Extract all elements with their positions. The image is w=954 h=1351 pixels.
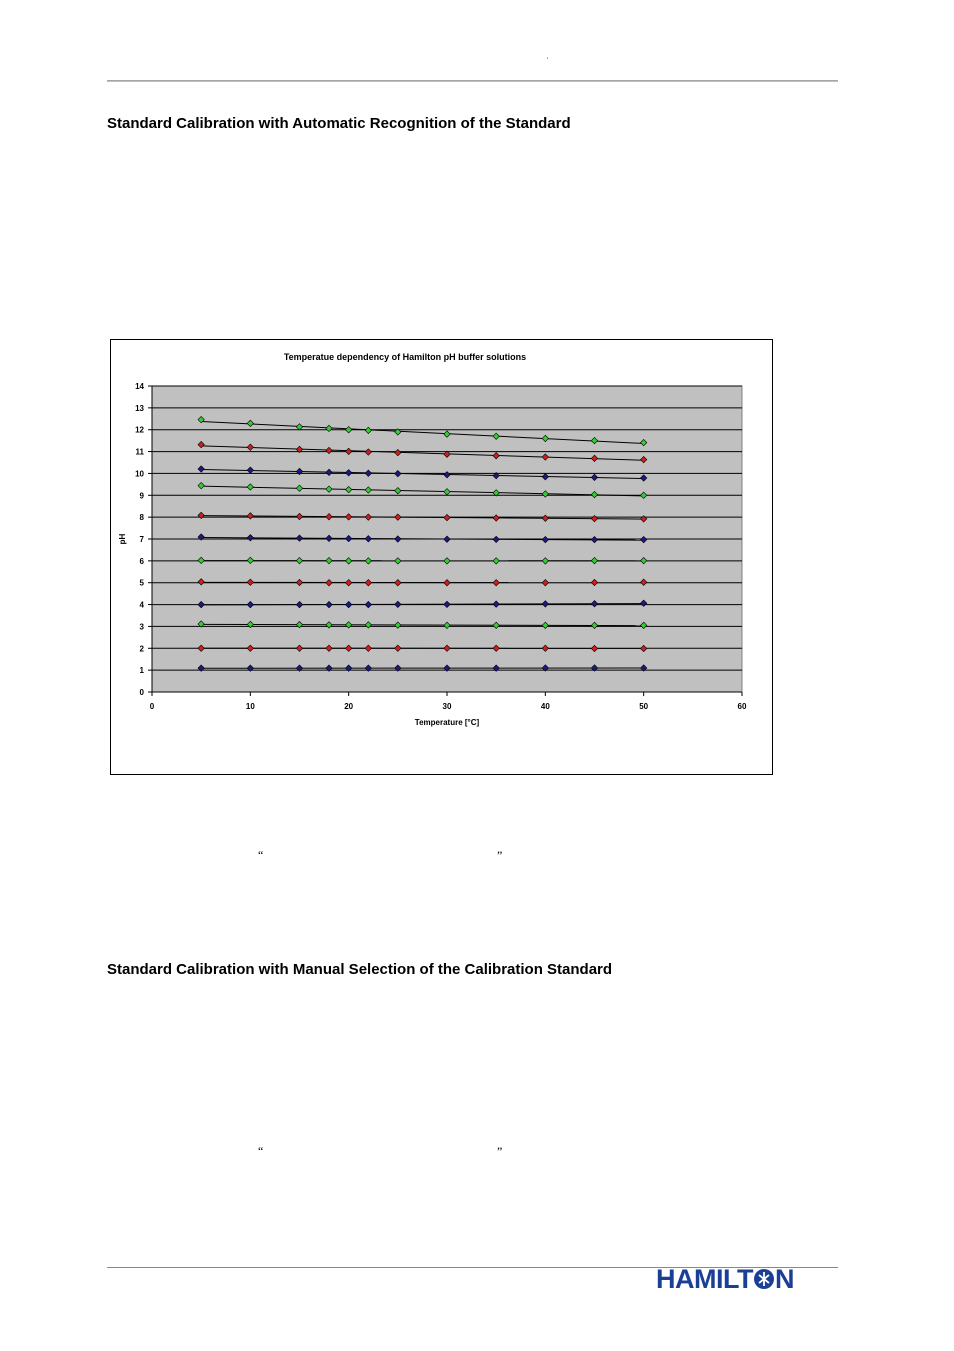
section-title-manual-selection: Standard Calibration with Manual Selection of the Calibration Standard	[107, 961, 613, 978]
tick-label-y: 14	[135, 382, 144, 391]
tick-label-x: 60	[737, 702, 747, 711]
tick-label-x: 0	[149, 702, 155, 711]
header-mark: '	[547, 58, 549, 64]
section-title-automatic-recognition: Standard Calibration with Automatic Recognition of the Standard	[107, 115, 571, 132]
tick-label-y: 5	[139, 578, 144, 588]
chart-frame	[110, 339, 773, 775]
tick-label-x: 40	[540, 702, 550, 711]
tick-label-y: 8	[139, 513, 144, 523]
tick-label-y: 3	[139, 622, 144, 632]
hamilton-logo	[656, 1264, 838, 1294]
tick-label-y: 1	[139, 666, 144, 676]
tick-label-y: 7	[139, 535, 144, 544]
tick-label-x: 20	[344, 702, 354, 711]
ph-buffer-chart	[111, 340, 772, 774]
tick-label-y: 4	[139, 600, 144, 610]
y-axis-label: pH	[118, 533, 127, 545]
tick-label-x: 50	[639, 702, 649, 711]
tick-label-y: 6	[139, 556, 144, 566]
tick-label-y: 10	[135, 469, 144, 479]
logo-text: HAMILT N	[656, 1264, 794, 1294]
tick-label-y: 11	[135, 447, 144, 457]
tick-label-y: 0	[139, 688, 144, 697]
header-rule	[107, 80, 838, 82]
tick-label-y: 9	[139, 491, 144, 501]
open-quote: “	[258, 848, 264, 862]
x-axis-label: Temperature [°C]	[414, 718, 480, 727]
close-quote: ”	[497, 848, 503, 862]
logo-o-emblem	[753, 1268, 775, 1290]
tick-label-y: 13	[135, 403, 144, 413]
tick-label-x: 10	[245, 702, 255, 711]
tick-label-x: 30	[442, 702, 452, 711]
open-quote-2: “	[258, 1144, 264, 1158]
tick-label-y: 12	[135, 425, 144, 435]
tick-label-y: 2	[139, 644, 144, 654]
close-quote-2: ”	[497, 1144, 503, 1158]
chart-title: Temperatue dependency of Hamilton pH buffer solutions	[283, 352, 527, 362]
